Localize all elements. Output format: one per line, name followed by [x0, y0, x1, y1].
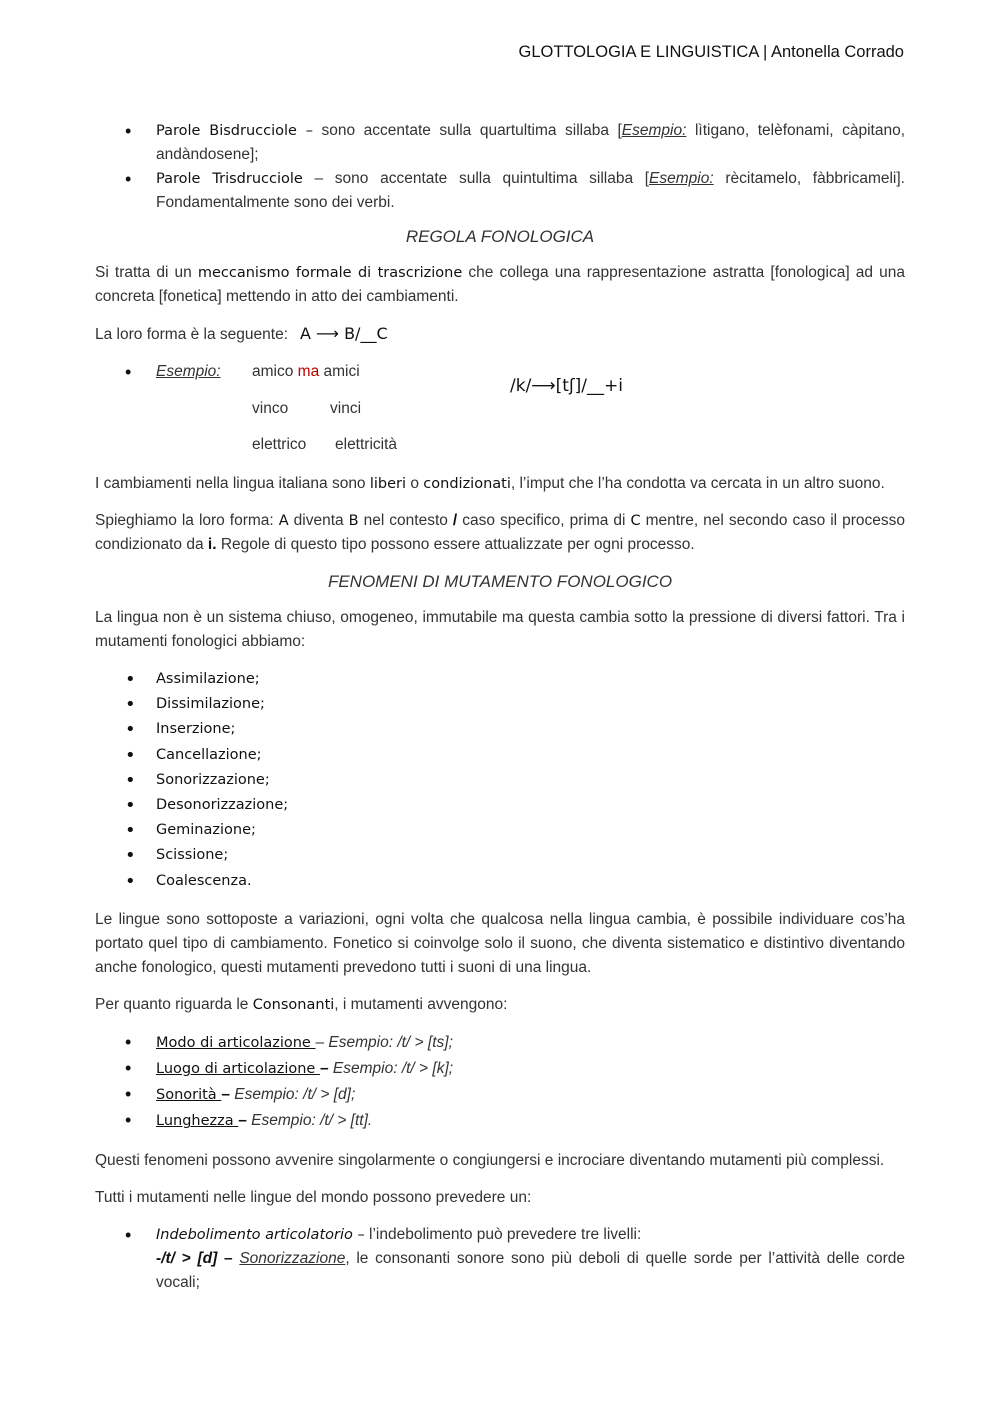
text: lìtigano, telèfonami, càpitano, andàndosene]; [156, 122, 906, 163]
text: sono accentate sulla quartultima sillaba [ [313, 122, 622, 139]
example-row: elettrico elettricità [252, 436, 398, 453]
text: rècitamelo, fàbbricameli]. Fondamentalmente sono dei verbi. [156, 170, 905, 211]
example-label: Esempio: [621, 122, 687, 139]
page-header: GLOTTOLOGIA E LINGUISTICA | Antonella Corrado [518, 43, 904, 61]
list-item: • Cancellazione; [95, 743, 905, 768]
list-item: • Dissimilazione; [95, 692, 905, 717]
list-item: • Coalescenza. [95, 869, 905, 894]
list-item: • Desonorizzazione; [95, 793, 905, 818]
paragraph: Tutti i mutamenti nelle lingue del mondo possono prevedere un: [95, 1188, 532, 1206]
list-item: • Sonorità – Esempio: /t/ > [d]; [95, 1082, 905, 1108]
weakening-list [95, 1223, 905, 1295]
paragraph: Si tratta di un meccanismo formale di trascrizione che collega una rappresentazione astratta [fonologica] ad una concreta [fonetica] mettendo in atto dei cambiamenti. [95, 264, 905, 305]
list-item: • Modo di articolazione – Esempio: /t/ > [ts]; [95, 1030, 905, 1056]
list-item: • Lunghezza – Esempio: /t/ > [tt]. [95, 1108, 905, 1134]
consonant-changes-list [95, 1030, 905, 1135]
list-item: • Assimilazione; [95, 667, 905, 692]
section-heading: FENOMENI DI MUTAMENTO FONOLOGICO [327, 572, 673, 591]
example-label: Esempio: [649, 170, 714, 187]
rule-example: /k/⟶[tʃ]/__+i [510, 376, 624, 396]
example-label: Esempio: [156, 363, 221, 380]
paragraph: Spieghiamo la loro forma: A diventa B nel contesto / caso specifico, prima di C mentre, nel secondo caso il processo condizionato da i. Regole di questo tipo possono essere attualizzate per ogni processo. [95, 512, 905, 553]
paragraph: Le lingue sono sottoposte a variazioni, ogni volta che qualcosa nella lingua cambia, è possibile individuare cos’ha portato quel tipo di cambiamento. Fonetico si coinvolge solo il suono, che diventa sistematico e distintivo diventando anche fonologico, questi mutamenti prevedono tutti i suoni di una lingua. [95, 910, 905, 976]
list-item: • Geminazione; [95, 818, 905, 843]
list-item [95, 119, 905, 167]
list-item: • Inserzione; [95, 717, 905, 742]
paragraph: La lingua non è un sistema chiuso, omogeneo, immutabile ma questa cambia sotto la pressione di diversi fattori. Tra i mutamenti fonologici abbiamo: [95, 609, 905, 650]
bullet: • [125, 362, 132, 382]
example-row: vinco vinci [252, 400, 362, 417]
page-content [95, 119, 905, 1309]
section-heading: REGOLA FONOLOGICA [405, 227, 595, 246]
list-item [95, 167, 905, 215]
example-row: amico ma amici [252, 363, 360, 380]
list-item: • Sonorizzazione; [95, 768, 905, 793]
rule-formula: A ⟶ B/__C [300, 324, 388, 343]
text: – sono accentate sulla quintultima sillaba [ [302, 170, 650, 187]
list-item: • Scissione; [95, 843, 905, 868]
list-item: • Luogo di articolazione – Esempio: /t/ > [k]; [95, 1056, 905, 1082]
paragraph: Per quanto riguarda le Consonanti, i mutamenti avvengono: [95, 995, 508, 1013]
term: Parole Bisdrucciole – [156, 123, 314, 139]
example-block [95, 360, 905, 458]
accent-list [95, 119, 905, 215]
list-item: • Indebolimento articolatorio – l’indebolimento può prevedere tre livelli: -/t/ > [d] – Sonorizzazione, le consonanti sonore sono più deboli di quelle sorde per l’attività delle corde vocali; [95, 1223, 905, 1295]
paragraph: Questi fenomeni possono avvenire singolarmente o congiungersi e incrociare diventando mutamenti più complessi. [95, 1151, 885, 1169]
paragraph: La loro forma è la seguente: A ⟶ B/__C [95, 324, 388, 343]
paragraph: I cambiamenti nella lingua italiana sono liberi o condizionati, l’imput che l’ha condotta va cercata in un altro suono. [95, 475, 885, 492]
phenomena-list [95, 667, 905, 894]
term: Parole Trisdrucciole [156, 171, 303, 187]
